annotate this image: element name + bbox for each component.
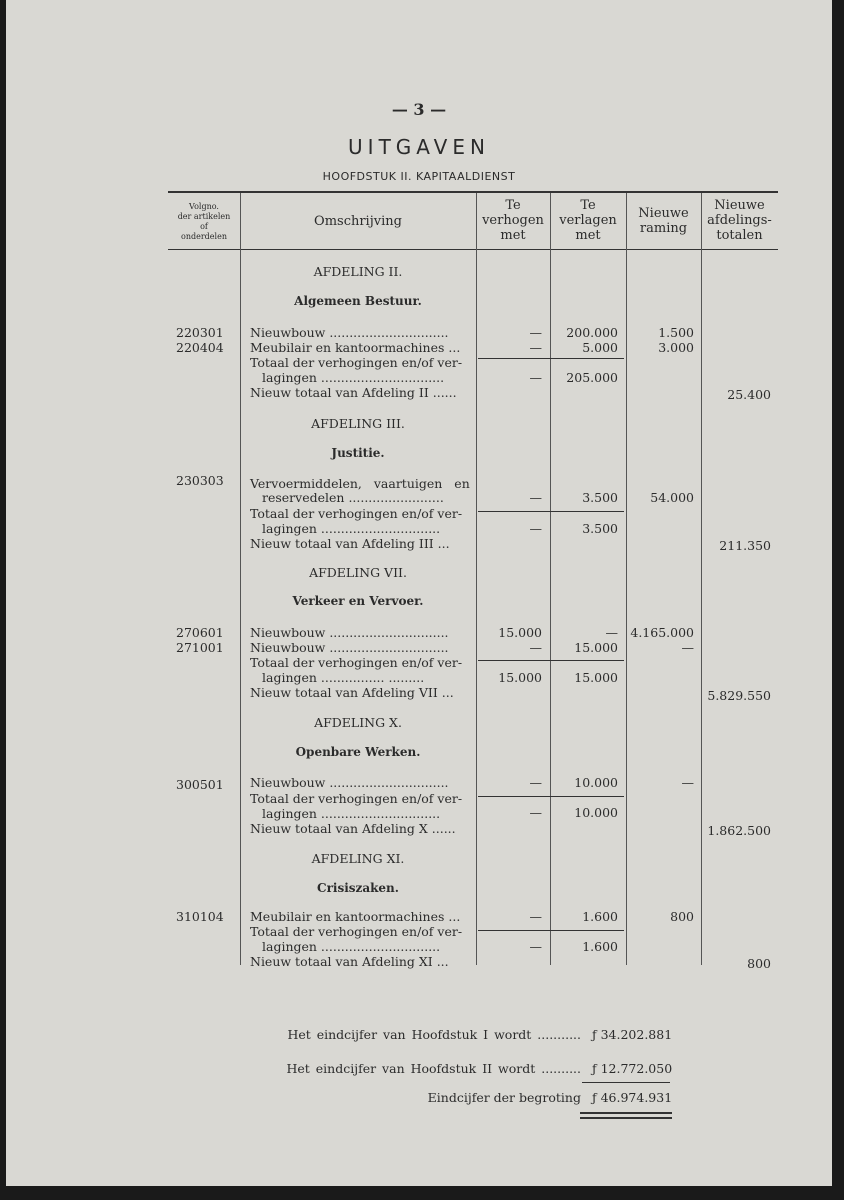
section-subheading: Justitie. bbox=[331, 446, 385, 460]
decrease-value: — bbox=[605, 625, 618, 640]
total-decrease: 15.000 bbox=[574, 670, 618, 685]
page-title: UITGAVEN bbox=[348, 135, 490, 159]
total-label: Totaal der verhogingen en/of ver- bbox=[250, 655, 463, 670]
row-description: Meubilair en kantoormachines ... bbox=[250, 909, 461, 924]
summary-label-chapter-2: Het eindcijfer van Hoofdstuk II wordt .......... bbox=[286, 1061, 581, 1076]
subtotal-rule bbox=[478, 796, 624, 797]
summary-value-chapter-1: ƒ 34.202.881 bbox=[592, 1027, 673, 1042]
article-number: 270601 bbox=[176, 625, 224, 640]
total-label-cont: lagingen .............................. bbox=[262, 806, 441, 821]
article-number: 271001 bbox=[176, 640, 224, 655]
section-new-total: 211.350 bbox=[719, 538, 771, 553]
new-total-label: Nieuw totaal van Afdeling II ...... bbox=[250, 385, 457, 400]
section-heading: AFDELING XI. bbox=[311, 851, 405, 866]
increase-value: — bbox=[529, 340, 542, 355]
new-estimate-value: 3.000 bbox=[658, 340, 694, 355]
header-volgno: Volgno. der artikelen of onderdelen bbox=[177, 202, 231, 241]
grand-total-label: Eindcijfer der begroting bbox=[427, 1090, 581, 1105]
total-decrease: 205.000 bbox=[566, 370, 618, 385]
new-total-label: Nieuw totaal van Afdeling VII ... bbox=[250, 685, 454, 700]
section-subheading: Crisiszaken. bbox=[317, 881, 399, 895]
row-description: Nieuwbouw .............................. bbox=[250, 640, 449, 655]
section-heading: AFDELING X. bbox=[314, 715, 402, 730]
section-subheading: Openbare Werken. bbox=[295, 745, 421, 759]
section-heading: AFDELING VII. bbox=[309, 565, 407, 580]
decrease-value: 5.000 bbox=[582, 340, 618, 355]
new-total-label: Nieuw totaal van Afdeling X ...... bbox=[250, 821, 456, 836]
header-te-verlagen: Te verlagen met bbox=[559, 198, 617, 243]
table-header-rule bbox=[168, 249, 778, 250]
row-description-cont: reservedelen ........................ bbox=[262, 490, 444, 505]
total-label-cont: lagingen .............................. bbox=[262, 521, 441, 536]
section-subheading: Algemeen Bestuur. bbox=[294, 294, 422, 308]
column-divider bbox=[550, 193, 551, 965]
total-label: Totaal der verhogingen en/of ver- bbox=[250, 924, 463, 939]
chapter-subtitle: HOOFDSTUK II. KAPITAALDIENST bbox=[322, 170, 516, 183]
section-new-total: 1.862.500 bbox=[707, 823, 771, 838]
new-total-label: Nieuw totaal van Afdeling XI ... bbox=[250, 954, 449, 969]
page-number: — 3 — bbox=[391, 100, 447, 119]
increase-value: — bbox=[529, 325, 542, 340]
table-top-rule bbox=[168, 191, 778, 193]
document-page bbox=[6, 0, 832, 1186]
total-increase: — bbox=[529, 521, 542, 536]
total-increase: — bbox=[529, 939, 542, 954]
increase-value: — bbox=[529, 775, 542, 790]
total-label-cont: lagingen ............................... bbox=[262, 370, 445, 385]
column-divider bbox=[240, 193, 241, 965]
total-decrease: 10.000 bbox=[574, 805, 618, 820]
header-omschrijving: Omschrijving bbox=[314, 214, 402, 229]
total-increase: 15.000 bbox=[498, 670, 542, 685]
header-nieuwe-raming: Nieuwe raming bbox=[638, 206, 689, 236]
summary-value-chapter-2: ƒ 12.772.050 bbox=[592, 1061, 673, 1076]
grand-total-value: ƒ 46.974.931 bbox=[592, 1090, 673, 1105]
total-label-cont: lagingen ................ ......... bbox=[262, 670, 425, 685]
summary-label-chapter-1: Het eindcijfer van Hoofdstuk I wordt ........... bbox=[287, 1027, 581, 1042]
new-estimate-value: 1.500 bbox=[658, 325, 694, 340]
decrease-value: 15.000 bbox=[574, 640, 618, 655]
section-subheading: Verkeer en Vervoer. bbox=[292, 594, 424, 608]
section-heading: AFDELING II. bbox=[313, 264, 403, 279]
header-te-verhogen: Te verhogen met bbox=[482, 198, 544, 243]
total-label: Totaal der verhogingen en/of ver- bbox=[250, 506, 463, 521]
section-heading: AFDELING III. bbox=[311, 416, 405, 431]
row-description: Meubilair en kantoormachines ... bbox=[250, 340, 461, 355]
section-new-total: 25.400 bbox=[727, 387, 771, 402]
row-description: Vervoermiddelen, vaartuigen en bbox=[250, 476, 470, 491]
total-label-cont: lagingen .............................. bbox=[262, 939, 441, 954]
new-estimate-value: 54.000 bbox=[650, 490, 694, 505]
subtotal-rule bbox=[478, 511, 624, 512]
total-decrease: 1.600 bbox=[582, 939, 618, 954]
decrease-value: 10.000 bbox=[574, 775, 618, 790]
row-description: Nieuwbouw .............................. bbox=[250, 325, 449, 340]
total-label: Totaal der verhogingen en/of ver- bbox=[250, 791, 463, 806]
total-label: Totaal der verhogingen en/of ver- bbox=[250, 355, 463, 370]
increase-value: 15.000 bbox=[498, 625, 542, 640]
article-number: 220404 bbox=[176, 340, 224, 355]
section-new-total: 5.829.550 bbox=[707, 688, 771, 703]
column-divider bbox=[701, 193, 702, 965]
increase-value: — bbox=[529, 909, 542, 924]
header-afdelingstotalen: Nieuwe afdelings- totalen bbox=[707, 198, 772, 243]
total-increase: — bbox=[529, 370, 542, 385]
increase-value: — bbox=[529, 640, 542, 655]
article-number: 310104 bbox=[176, 909, 224, 924]
subtotal-rule bbox=[478, 358, 624, 359]
row-description: Nieuwbouw .............................. bbox=[250, 625, 449, 640]
article-number: 300501 bbox=[176, 777, 224, 792]
subtotal-rule bbox=[478, 930, 624, 931]
row-description: Nieuwbouw .............................. bbox=[250, 775, 449, 790]
increase-value: — bbox=[529, 490, 542, 505]
new-estimate-value: 4.165.000 bbox=[630, 625, 694, 640]
column-divider bbox=[626, 193, 627, 965]
article-number: 230303 bbox=[176, 473, 224, 488]
double-underline-bottom bbox=[580, 1117, 672, 1119]
new-total-label: Nieuw totaal van Afdeling III ... bbox=[250, 536, 450, 551]
new-estimate-value: — bbox=[681, 775, 694, 790]
column-divider bbox=[476, 193, 477, 965]
new-estimate-value: 800 bbox=[670, 909, 694, 924]
decrease-value: 3.500 bbox=[582, 490, 618, 505]
double-underline-top bbox=[580, 1112, 672, 1114]
new-estimate-value: — bbox=[681, 640, 694, 655]
sum-rule bbox=[582, 1082, 670, 1083]
total-decrease: 3.500 bbox=[582, 521, 618, 536]
decrease-value: 200.000 bbox=[566, 325, 618, 340]
subtotal-rule bbox=[478, 660, 624, 661]
total-increase: — bbox=[529, 805, 542, 820]
article-number: 220301 bbox=[176, 325, 224, 340]
decrease-value: 1.600 bbox=[582, 909, 618, 924]
section-new-total: 800 bbox=[747, 956, 771, 971]
